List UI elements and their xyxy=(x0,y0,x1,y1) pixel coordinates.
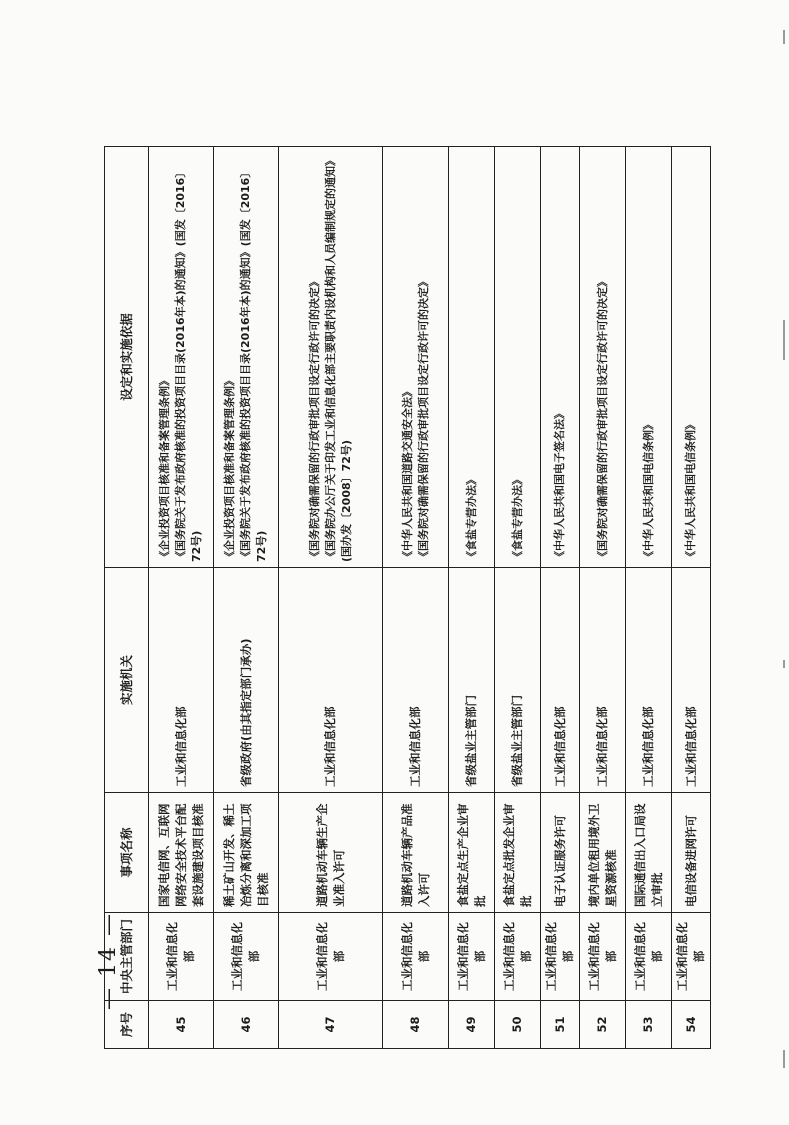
cell-no: 45 xyxy=(149,1001,214,1049)
table-row xyxy=(449,147,495,1049)
cell-agency: 省级盐业主管部门 xyxy=(495,568,541,793)
cell-no: 46 xyxy=(214,1001,279,1049)
header-dept: 中央主管部门 xyxy=(105,913,149,1001)
cell-agency: 工业和信息化部 xyxy=(672,568,711,793)
header-no: 序号 xyxy=(105,1001,149,1049)
cell-dept: 工业和信息化部 xyxy=(580,913,626,1001)
header-item: 事项名称 xyxy=(105,793,149,913)
cell-dept: 工业和信息化部 xyxy=(214,913,279,1001)
cell-no: 54 xyxy=(672,1001,711,1049)
cell-item: 稀土矿山开发、稀土冶炼分离和深加工项目核准 xyxy=(214,793,279,913)
table-row xyxy=(214,147,279,1049)
cell-agency: 工业和信息化部 xyxy=(626,568,672,793)
cell-dept: 工业和信息化部 xyxy=(495,913,541,1001)
cell-item: 电信设备进网许可 xyxy=(672,793,711,913)
cell-item: 道路机动车辆生产企业准入许可 xyxy=(279,793,383,913)
cell-basis: 《中华人民共和国电子签名法》 xyxy=(541,147,580,568)
cell-basis: 《国务院对确需保留的行政审批项目设定行政许可的决定》 xyxy=(580,147,626,568)
table-row xyxy=(541,147,580,1049)
table-row xyxy=(279,147,383,1049)
cell-item: 食盐定点批发企业审批 xyxy=(495,793,541,913)
cell-agency: 工业和信息化部 xyxy=(279,568,383,793)
scan-edge-mark xyxy=(783,320,785,360)
scan-edge-mark xyxy=(783,660,785,668)
scan-edge-mark xyxy=(783,30,785,44)
cell-agency: 省级盐业主管部门 xyxy=(449,568,495,793)
cell-item: 国际通信出入口局设立审批 xyxy=(626,793,672,913)
approval-items-table xyxy=(104,146,711,1049)
table-row xyxy=(149,147,214,1049)
cell-dept: 工业和信息化部 xyxy=(149,913,214,1001)
cell-basis: 《中华人民共和国道路交通安全法》 《国务院对确需保留的行政审批项目设定行政许可的决定》 xyxy=(383,147,449,568)
cell-dept: 工业和信息化部 xyxy=(279,913,383,1001)
scan-edge-mark xyxy=(783,1050,785,1068)
cell-dept: 工业和信息化部 xyxy=(541,913,580,1001)
page-number: — 14 — xyxy=(96,912,121,1010)
cell-dept: 工业和信息化部 xyxy=(449,913,495,1001)
cell-basis: 《食盐专营办法》 xyxy=(449,147,495,568)
table-header-row xyxy=(105,147,149,1049)
table-row xyxy=(626,147,672,1049)
header-basis: 设定和实施依据 xyxy=(105,147,149,568)
cell-basis: 《中华人民共和国电信条例》 xyxy=(626,147,672,568)
cell-no: 51 xyxy=(541,1001,580,1049)
cell-dept: 工业和信息化部 xyxy=(626,913,672,1001)
cell-agency: 工业和信息化部 xyxy=(580,568,626,793)
cell-basis: 《企业投资项目核准和备案管理条例》 《国务院关于发布政府核准的投资项目目录(2016年本)的通知》(国发〔2016〕72号) xyxy=(149,147,214,568)
table-row xyxy=(672,147,711,1049)
cell-item: 电子认证服务许可 xyxy=(541,793,580,913)
cell-item: 境内单位租用境外卫星资源核准 xyxy=(580,793,626,913)
cell-agency: 工业和信息化部 xyxy=(149,568,214,793)
cell-agency: 省级政府(由其指定部门承办) xyxy=(214,568,279,793)
cell-basis: 《食盐专营办法》 xyxy=(495,147,541,568)
cell-no: 48 xyxy=(383,1001,449,1049)
table-row xyxy=(383,147,449,1049)
cell-item: 道路机动车辆产品准入许可 xyxy=(383,793,449,913)
table-row xyxy=(580,147,626,1049)
cell-no: 53 xyxy=(626,1001,672,1049)
cell-agency: 工业和信息化部 xyxy=(383,568,449,793)
table-row xyxy=(495,147,541,1049)
cell-dept: 工业和信息化部 xyxy=(672,913,711,1001)
cell-basis: 《企业投资项目核准和备案管理条例》 《国务院关于发布政府核准的投资项目目录(2016年本)的通知》(国发〔2016〕72号) xyxy=(214,147,279,568)
rotated-page xyxy=(104,147,704,1049)
cell-agency: 工业和信息化部 xyxy=(541,568,580,793)
cell-basis: 《中华人民共和国电信条例》 xyxy=(672,147,711,568)
cell-item: 食盐定点生产企业审批 xyxy=(449,793,495,913)
cell-item: 国家电信网、互联网网络安全技术平台配套设施建设项目核准 xyxy=(149,793,214,913)
cell-no: 47 xyxy=(279,1001,383,1049)
cell-basis: 《国务院对确需保留的行政审批项目设定行政许可的决定》 《国务院办公厅关于印发工业和信息化部主要职责内设机构和人员编制规定的通知》(国办发〔2008〕72号) xyxy=(279,147,383,568)
header-agency: 实施机关 xyxy=(105,568,149,793)
cell-no: 49 xyxy=(449,1001,495,1049)
cell-no: 52 xyxy=(580,1001,626,1049)
cell-no: 50 xyxy=(495,1001,541,1049)
cell-dept: 工业和信息化部 xyxy=(383,913,449,1001)
